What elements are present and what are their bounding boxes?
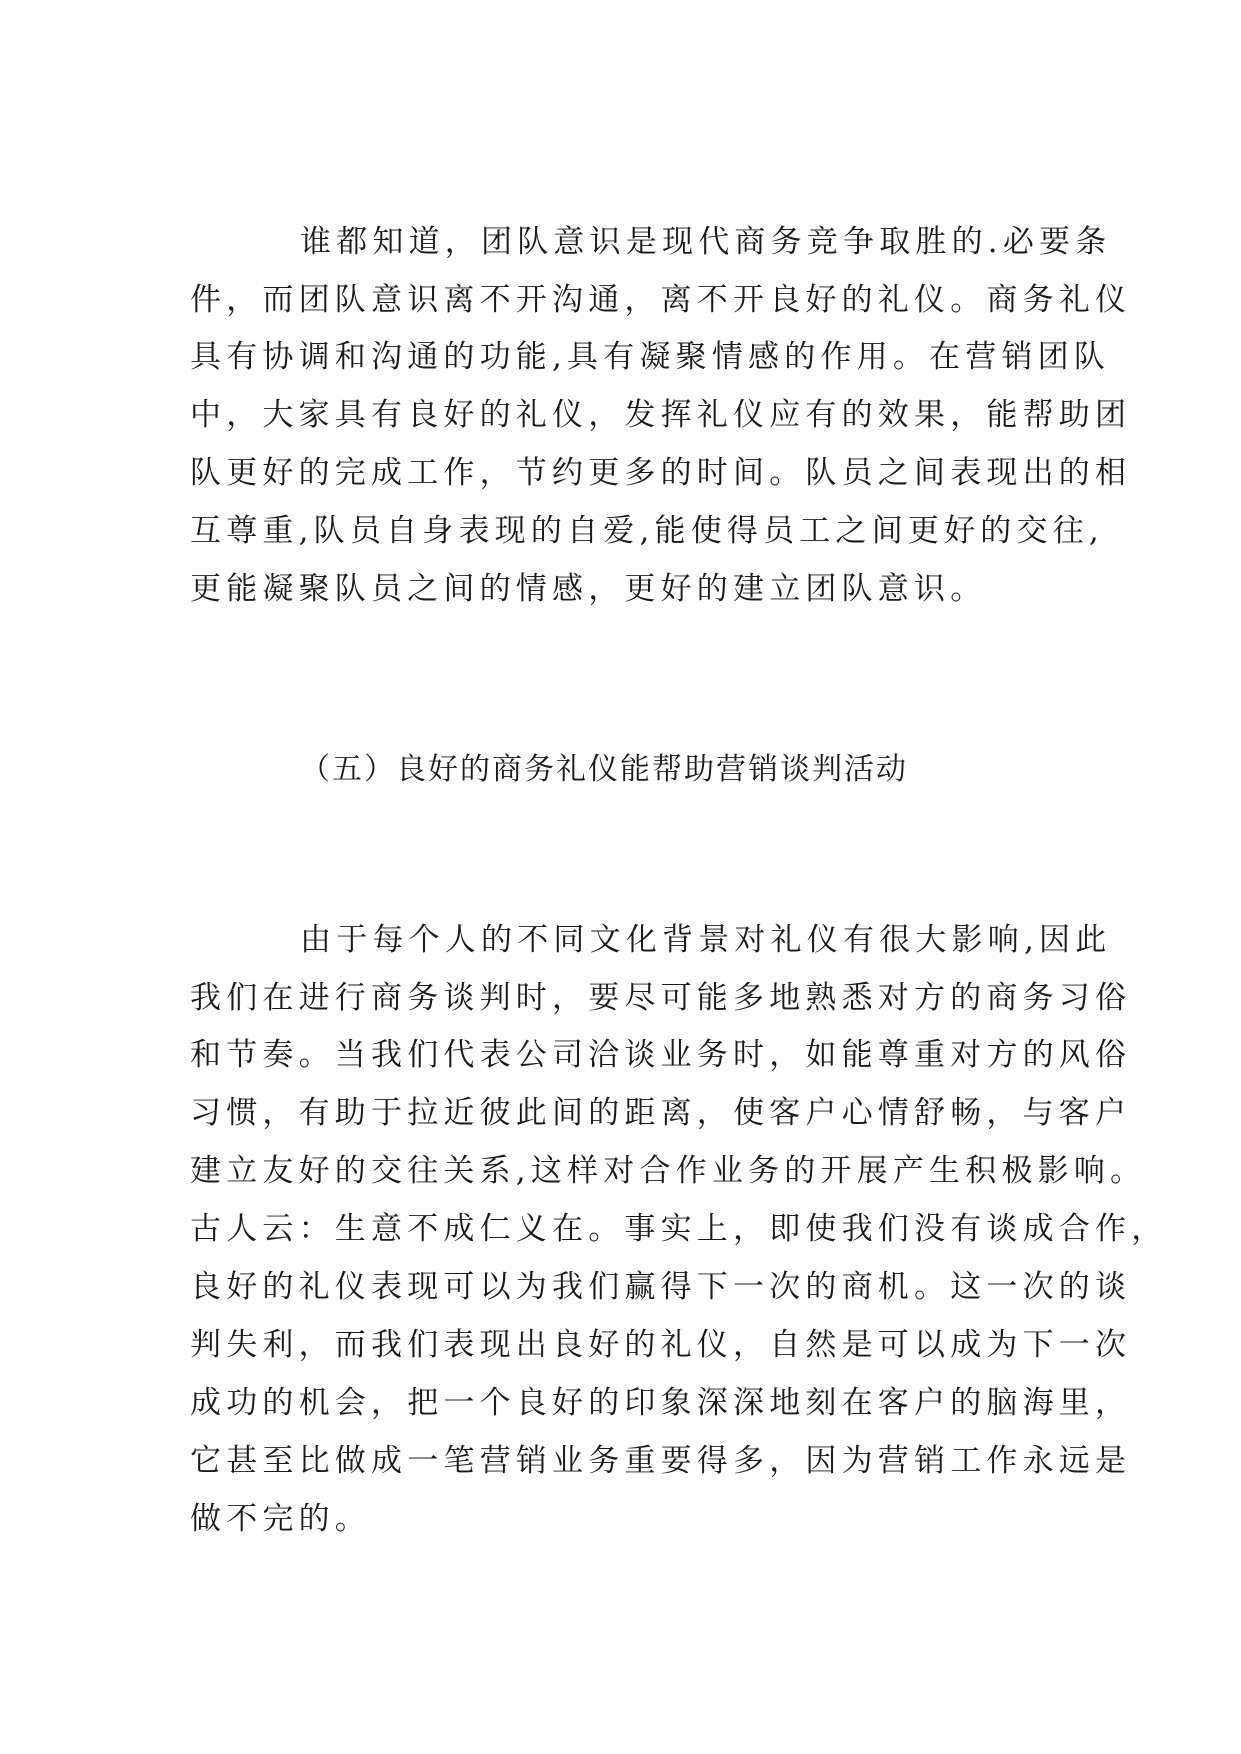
paragraph-line: 由于每个人的不同文化背景对礼仪有很大影响,因此 (300, 922, 1112, 958)
paragraph-line: 谁都知道，团队意识是现代商务竞争取胜的.必要条 (300, 224, 1112, 260)
paragraph-line: 互尊重,队员自身表现的自爱,能使得员工之间更好的交往, (190, 513, 1104, 549)
paragraph-line: 判失利，而我们表现出良好的礼仪，自然是可以成为下一次 (190, 1327, 1132, 1363)
paragraph-line: 古人云：生意不成仁义在。事实上，即使我们没有谈成合作， (190, 1211, 1168, 1247)
paragraph-line: 和节奏。当我们代表公司洽谈业务时，如能尊重对方的风俗 (190, 1037, 1132, 1073)
paragraph-line: 做不完的。 (190, 1501, 371, 1537)
paragraph-line: 中，大家具有良好的礼仪，发挥礼仪应有的效果，能帮助团 (190, 397, 1132, 433)
section-heading: （五）良好的商务礼仪能帮助营销谈判活动 (300, 752, 908, 787)
paragraph-line: 更能凝聚队员之间的情感，更好的建立团队意识。 (190, 571, 987, 607)
paragraph-line: 我们在进行商务谈判时，要尽可能多地熟悉对方的商务习俗 (190, 980, 1132, 1016)
paragraph-line: 习惯，有助于拉近彼此间的距离，使客户心情舒畅，与客户 (190, 1095, 1132, 1131)
paragraph-line: 成功的机会，把一个良好的印象深深地刻在客户的脑海里， (190, 1385, 1132, 1421)
paragraph-line: 建立友好的交往关系,这样对合作业务的开展产生积极影响。 (190, 1153, 1147, 1189)
paragraph-line: 队更好的完成工作，节约更多的时间。队员之间表现出的相 (190, 455, 1132, 491)
paragraph-line: 良好的礼仪表现可以为我们赢得下一次的商机。这一次的谈 (190, 1269, 1132, 1305)
paragraph-line: 它甚至比做成一笔营销业务重要得多，因为营销工作永远是 (190, 1443, 1132, 1479)
paragraph-line: 具有协调和沟通的功能,具有凝聚情感的作用。在营销团队 (190, 339, 1111, 375)
paragraph-line: 件，而团队意识离不开沟通，离不开良好的礼仪。商务礼仪 (190, 282, 1132, 318)
